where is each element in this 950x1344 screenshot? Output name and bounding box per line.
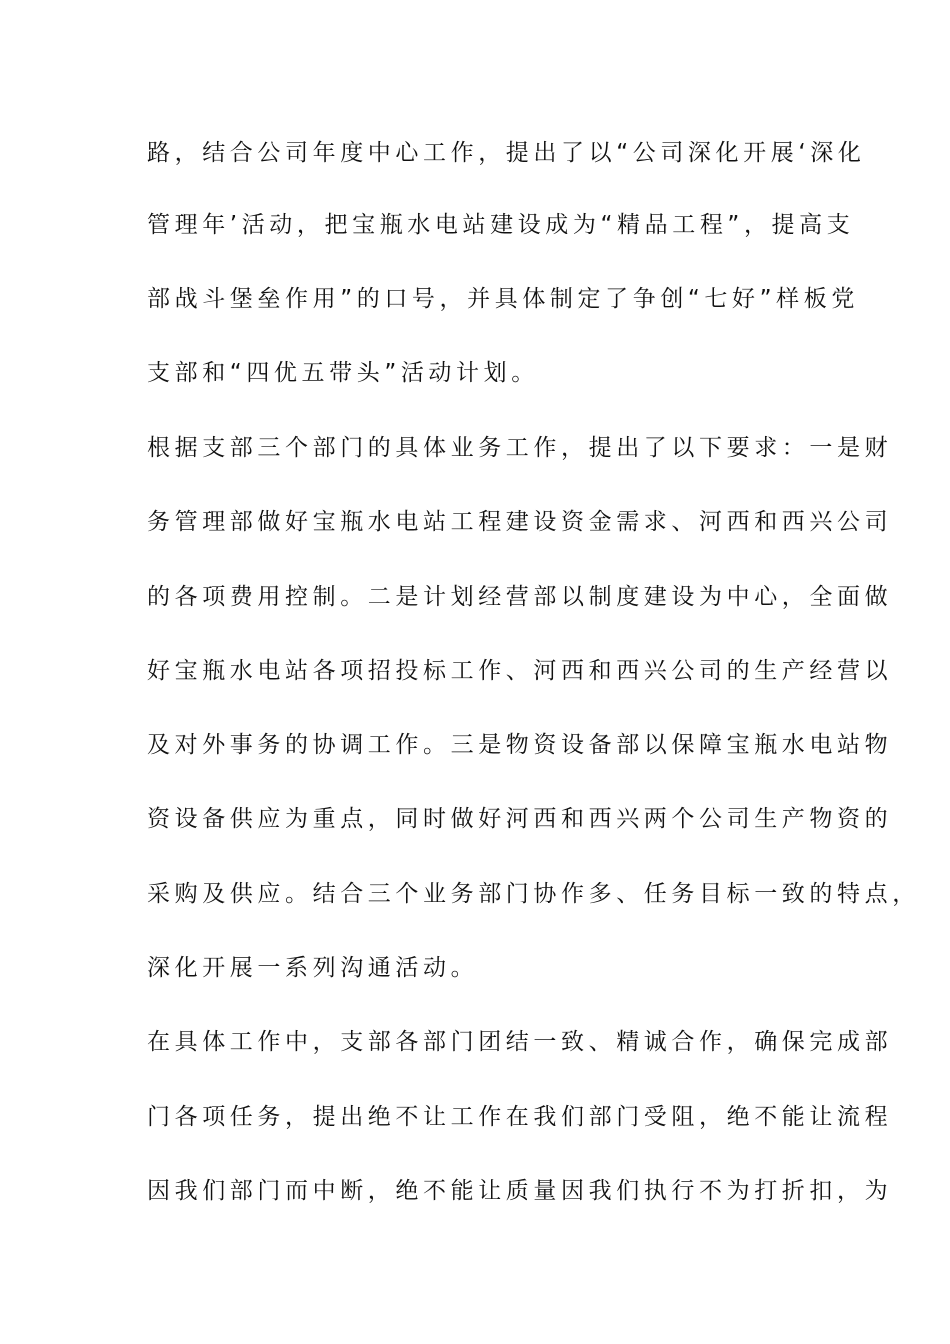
text-line: 的各项费用控制。二是计划经营部以制度建设为中心，全面做: [147, 584, 893, 610]
text-line: 支部和“四优五带头”活动计划。: [147, 360, 539, 386]
text-line: 及对外事务的协调工作。三是物资设备部以保障宝瓶水电站物: [147, 732, 893, 758]
text-line: 门各项任务，提出绝不让工作在我们部门受阻，绝不能让流程: [147, 1104, 893, 1130]
text-line: 务管理部做好宝瓶水电站工程建设资金需求、河西和西兴公司: [147, 509, 893, 535]
text-line: 部战斗堡垒作用”的口号，并具体制定了争创“七好”样板党: [147, 286, 859, 312]
text-line: 好宝瓶水电站各项招投标工作、河西和西兴公司的生产经营以: [147, 658, 893, 684]
text-line: 管理年’活动，把宝瓶水电站建设成为“精品工程”，提高支: [147, 212, 855, 238]
text-line: 深化开展一系列沟通活动。: [147, 955, 479, 981]
text-line: 资设备供应为重点，同时做好河西和西兴两个公司生产物资的: [147, 806, 893, 832]
text-line: 采购及供应。结合三个业务部门协作多、任务目标一致的特点，: [147, 881, 920, 907]
text-line: 路，结合公司年度中心工作，提出了以“公司深化开展‘深化: [147, 140, 866, 166]
text-line: 因我们部门而中断，绝不能让质量因我们执行不为打折扣，为: [147, 1178, 893, 1204]
text-line: 在具体工作中，支部各部门团结一致、精诚合作，确保完成部: [147, 1029, 893, 1055]
text-line: 根据支部三个部门的具体业务工作，提出了以下要求：一是财: [147, 435, 893, 461]
